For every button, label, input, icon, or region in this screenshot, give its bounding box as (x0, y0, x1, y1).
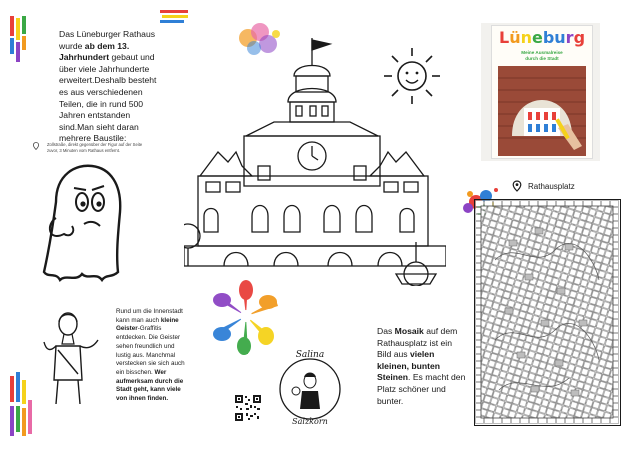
crayons-bottom-left (8, 370, 34, 442)
book-cover-subtitle: Meine Ausmalreise durch die Stadt (521, 50, 563, 61)
crayons-top-left (8, 14, 30, 74)
intro-text: Das Lüneburger Rathaus wurde ab dem 13. Jahrhundert gebaut und über viele Jahrhunderte erweitert.Deshalb besteht es aus verschiedenen Teilen, die in rund 500 Jahren entstanden sind.Man sieht daran mehrere Baustile: (59, 29, 157, 144)
book-cover-title-letter: n (520, 28, 532, 47)
crayons-top-middle (160, 8, 190, 24)
rathausplatz-label: Rathausplatz (528, 182, 575, 191)
colorful-hands-logo (206, 276, 286, 362)
qr-code[interactable] (234, 394, 262, 422)
book-cover-title (492, 28, 592, 48)
guide-woman-illustration (40, 310, 116, 406)
mosaic-text: Das Mosaik auf dem Rathausplatz ist ein Bild aus vielen kleinen, bunten Steinen. Es macht den Platz schöner und bunter. (377, 326, 466, 406)
mosaic-panel (474, 199, 621, 426)
book-cover-title-letter: u (554, 28, 566, 47)
ghost-illustration (36, 162, 128, 290)
paint-splash-decoration (232, 18, 288, 64)
book-cover-title-letter: e (531, 28, 543, 47)
mosaic-pattern (475, 200, 619, 424)
location-note (33, 142, 153, 153)
book-cover-title-letter: b (542, 28, 555, 47)
book-cover-art (498, 66, 586, 156)
book-cover-title-letter: g (573, 28, 586, 47)
salina-logo-surname: Salzkorn (292, 417, 328, 426)
ghost-graffiti-text: Rund um die Innenstadt kann man auch kleine Geister-Graffitis entdecken. Die Geister sehen freundlich und lustig aus. Manchmal verstecken sie sich auch ein bisschen. Wer aufmerksam durch die Stadt geht, kann viele von ihnen finden. (116, 308, 185, 403)
location-note-text: Zollstraße, direkt gegenüber der Figur auf der Seite zuvor, 3 Minuten vom Rathaus entfernt. (47, 142, 143, 153)
book-cover-title-letter: r (565, 28, 574, 47)
salina-salzkorn-logo (276, 343, 344, 435)
book-cover-title-letter: ü (509, 28, 521, 47)
book-cover (481, 23, 600, 161)
location-pin-icon (33, 142, 39, 150)
book-cover-page (491, 25, 593, 159)
book-cover-title-letter: L (498, 28, 510, 47)
salina-logo-name: Salina (295, 350, 325, 360)
rathausplatz-pin-icon (512, 180, 522, 192)
sun-icon (380, 46, 444, 106)
